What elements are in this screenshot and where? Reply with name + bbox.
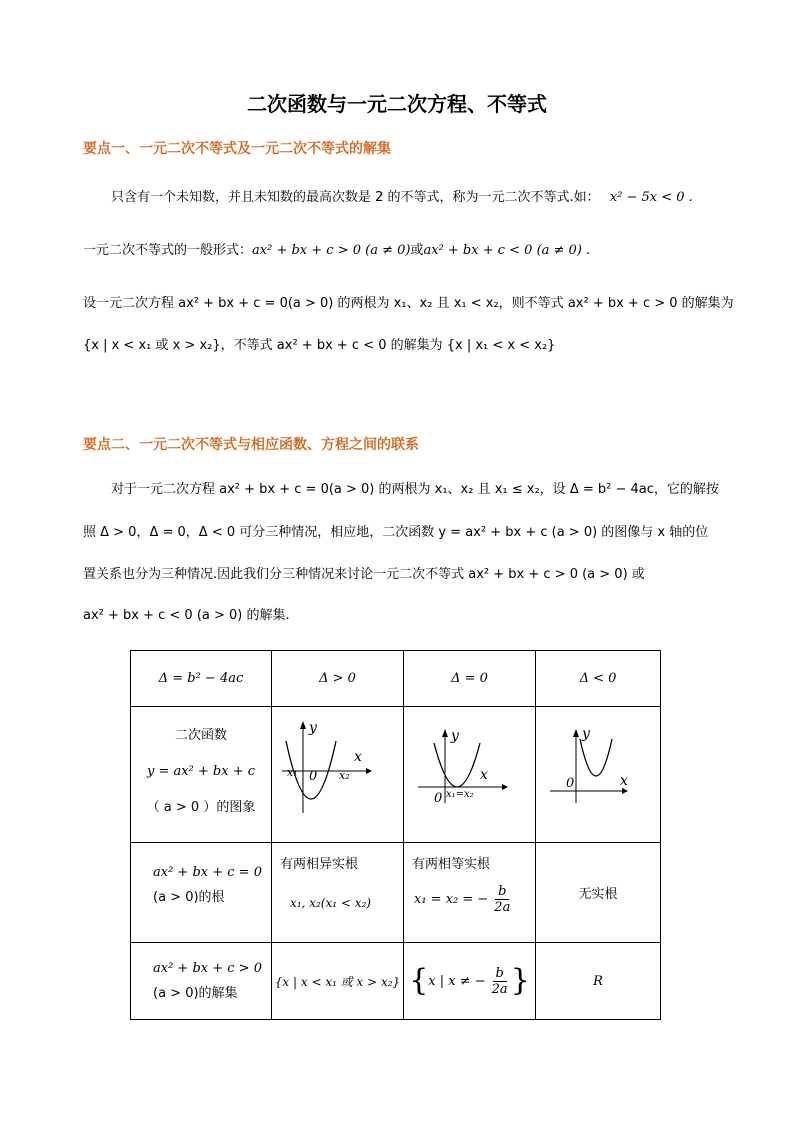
table-row-roots <box>131 843 661 943</box>
graph-no-root <box>536 707 660 838</box>
sec1-p1-text: 只含有一个未知数，并且未知数的最高次数是 2 的不等式，称为一元二次不等式.如： <box>111 190 600 205</box>
fraction-b-over-2a <box>489 966 511 997</box>
y-axis-arrow <box>442 729 448 737</box>
x-label: x <box>480 767 488 783</box>
header-delta-zero: Δ = 0 <box>404 651 536 707</box>
x1-label: x₁ <box>287 766 298 779</box>
fraction-numerator: b <box>495 884 509 900</box>
y-label: y <box>582 726 590 742</box>
page-title: 二次函数与一元二次方程、不等式 <box>247 92 547 116</box>
graph-label-line2: y = ax² + bx + c <box>146 763 256 779</box>
x-label: x <box>620 773 628 789</box>
fraction-denominator: 2a <box>494 900 511 915</box>
header-discriminant: Δ = b² − 4ac <box>131 651 272 707</box>
sec1-paragraph2 <box>83 241 590 261</box>
roots-cell-double <box>404 843 536 943</box>
section1-heading: 要点一、一元二次不等式及一元二次不等式的解集 <box>83 141 391 157</box>
graph-cell-two-roots <box>272 707 404 843</box>
x-axis-arrow <box>502 784 508 790</box>
sec1-p1-math: x² − 5x < 0 . <box>609 190 693 205</box>
y-axis-arrow <box>573 729 579 737</box>
section2-heading: 要点二、一元二次不等式与相应函数、方程之间的联系 <box>83 437 419 453</box>
graph-label-line1: 二次函数 <box>174 727 227 743</box>
solution-double-left: x | x ≠ − <box>428 973 486 989</box>
roots-label-line2: (a > 0)的根 <box>153 890 225 905</box>
x1-equals-x2-label: x₁=x₂ <box>446 789 474 800</box>
left-brace: { <box>409 963 429 998</box>
sec2-line3: 置关系也分为三种情况.因此我们分三种情况来讨论一元二次不等式 ax² + bx + c > 0 (a > 0) 或 <box>83 567 645 582</box>
fraction-denominator: 2a <box>491 981 508 997</box>
solution-double-math <box>409 963 530 998</box>
y-label: y <box>451 728 459 744</box>
parabola-curve <box>434 743 480 787</box>
solution-row-label <box>131 943 272 1020</box>
solution-label-line1: ax² + bx + c > 0 <box>153 961 262 976</box>
fraction-numerator: b <box>493 966 507 982</box>
graph-two-roots <box>272 707 403 838</box>
roots-two-text: 有两相异实根 <box>280 857 359 872</box>
sec1-p2-math-b: ax² + bx + c < 0 (a ≠ 0) . <box>423 243 591 258</box>
header-delta-negative: Δ < 0 <box>536 651 661 707</box>
roots-row-label <box>131 843 272 943</box>
graph-label-line3: （ a > 0 ）的图象 <box>146 799 256 815</box>
y-axis-arrow <box>300 721 306 729</box>
summary-table <box>130 650 661 1020</box>
origin-label: 0 <box>434 791 443 806</box>
fraction-b-over-2a <box>491 884 513 915</box>
graph-row-label <box>131 707 272 843</box>
origin-label: 0 <box>309 769 318 784</box>
roots-double-text: 有两相等实根 <box>412 857 491 872</box>
table-row-graph <box>131 707 661 843</box>
graph-cell-double-root <box>404 707 536 843</box>
roots-cell-none: 无实根 <box>536 843 661 943</box>
right-brace: } <box>510 963 530 998</box>
parabola-curve <box>580 739 612 776</box>
solution-cell-double <box>404 943 536 1020</box>
roots-cell-two <box>272 843 404 943</box>
sec1-p2-or: 或 <box>410 243 424 258</box>
graph-cell-no-root <box>536 707 661 843</box>
header-delta-positive: Δ > 0 <box>272 651 404 707</box>
x-axis-arrow <box>366 768 372 774</box>
sec1-paragraph1 <box>111 188 693 208</box>
sec1-paragraph3-line1: 设一元二次方程 ax² + bx + c = 0(a > 0) 的两根为 x₁、x₂ 且 x₁ < x₂，则不等式 ax² + bx + c > 0 的解集为 <box>83 296 734 311</box>
table-row-solution <box>131 943 661 1020</box>
solution-cell-two: {x | x < x₁ 或 x > x₂} <box>272 943 404 1020</box>
sec2-line1: 对于一元二次方程 ax² + bx + c = 0(a > 0) 的两根为 x₁、x₂ 且 x₁ ≤ x₂，设 Δ = b² − 4ac，它的解按 <box>111 482 719 497</box>
origin-label: 0 <box>566 776 575 791</box>
roots-double-math <box>414 884 535 915</box>
roots-double-math-left: x₁ = x₂ = − <box>414 892 489 907</box>
solution-cell-none: R <box>536 943 661 1020</box>
roots-label-line1: ax² + bx + c = 0 <box>153 865 262 880</box>
roots-two-math: x₁, x₂(x₁ < x₂) <box>290 896 371 910</box>
sec1-p2-math-a: ax² + bx + c > 0 (a ≠ 0) <box>252 243 411 258</box>
sec2-line4: ax² + bx + c < 0 (a > 0) 的解集. <box>83 608 290 623</box>
sec2-line2: 照 Δ > 0，Δ = 0，Δ < 0 可分三种情况，相应地，二次函数 y = ax² + bx + c (a > 0) 的图像与 x 轴的位 <box>83 525 709 540</box>
x-label: x <box>354 749 362 765</box>
x2-label: x₂ <box>339 769 350 782</box>
graph-double-root <box>404 707 535 838</box>
sec1-p2-text: 一元二次不等式的一般形式： <box>83 243 253 258</box>
solution-label-line2: (a > 0)的解集 <box>153 986 238 1001</box>
table-header-row <box>131 651 661 707</box>
sec1-paragraph3-line2: {x | x < x₁ 或 x > x₂}，不等式 ax² + bx + c < 0 的解集为 {x | x₁ < x < x₂} <box>83 338 556 353</box>
y-label: y <box>309 720 317 736</box>
